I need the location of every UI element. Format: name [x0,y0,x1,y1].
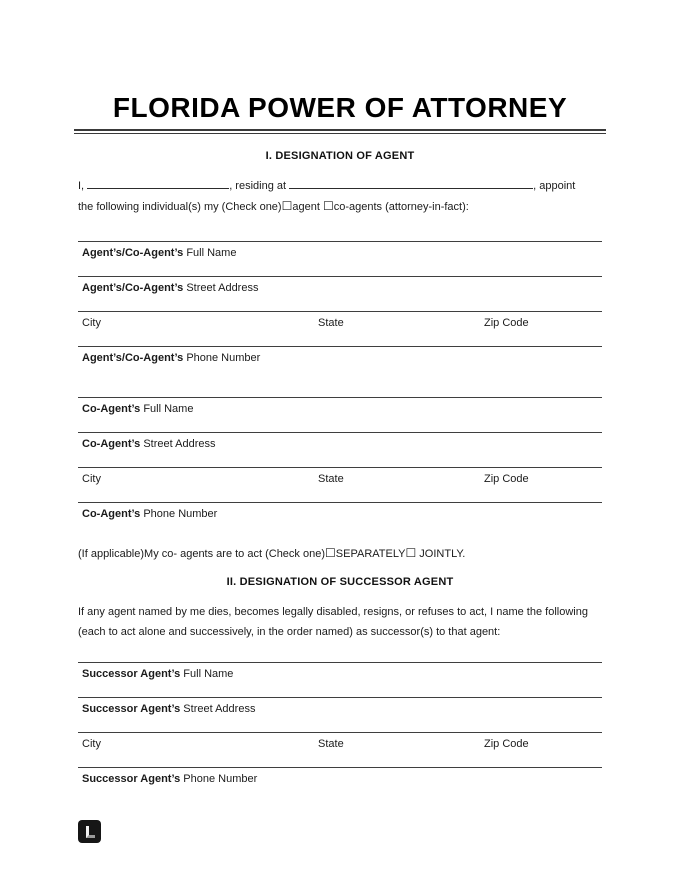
city-state-zip-labels [78,468,602,485]
field-coagent-street-address [78,432,602,467]
city-label: City [82,473,101,485]
field-label-rest: Street Address [186,282,259,294]
field-label [78,698,602,715]
state-label: State [318,317,344,329]
field-label [78,398,602,415]
field-agent-phone-number [78,346,602,381]
section1-heading: I. DESIGNATION OF AGENT [265,150,415,162]
intro-residing-text: , residing at [229,180,287,192]
document-title: FLORIDA POWER OF ATTORNEY [112,92,568,123]
field-label-bold: Co-Agent’s [82,438,141,450]
field-label-bold: Successor Agent’s [82,773,181,785]
separately-checkbox[interactable]: ☐ [325,546,336,560]
city-state-zip-labels [78,312,602,329]
field-label-bold: Co-Agent’s [82,403,141,415]
agent-checkbox[interactable]: ☐ [281,199,293,213]
field-label-bold: Successor Agent’s [82,703,181,715]
intro-paragraph [78,176,602,217]
field-label [78,347,602,364]
field-label [78,433,602,450]
successor-fields-group [78,662,602,802]
separately-option-label: SEPARATELY [335,548,406,560]
title-divider [74,129,606,134]
zip-code-label: Zip Code [484,317,529,329]
successor-paragraph [78,602,602,642]
field-successor-city-state-zip [78,732,602,767]
field-agent-street-address [78,276,602,311]
field-label-rest: Phone Number [186,352,261,364]
co-agent-fields-group [78,397,602,537]
section2-heading: II. DESIGNATION OF SUCCESSOR AGENT [226,576,454,588]
field-label [78,663,602,680]
field-coagent-phone-number [78,502,602,537]
field-label [78,277,602,294]
state-label: State [318,473,344,485]
jointly-checkbox[interactable]: ☐ [405,546,417,560]
city-label: City [82,738,101,750]
field-agent-full-name [78,241,602,276]
intro-line2-text: the following individual(s) my (Check one) [78,201,282,213]
field-agent-city-state-zip [78,311,602,346]
field-label [78,768,602,785]
field-label-rest: Phone Number [183,773,258,785]
co-agents-act-line [78,546,602,561]
co-agents-checkbox[interactable]: ☐ [322,199,334,213]
field-successor-phone-number [78,767,602,802]
field-successor-full-name [78,662,602,697]
field-label-bold: Agent’s/Co-Agent’s [82,352,184,364]
intro-lead-text: I, [78,180,85,192]
city-label: City [82,317,101,329]
jointly-option-label: JOINTLY. [416,548,466,560]
field-label [78,242,602,259]
legaltemplates-l-icon [86,826,95,838]
field-label-bold: Agent’s/Co-Agent’s [82,247,184,259]
intro-appoint-text: , appoint [533,180,576,192]
state-label: State [318,738,344,750]
field-label-rest: Street Address [183,703,256,715]
field-label-rest: Full Name [183,668,234,680]
legaltemplates-logo [78,820,101,843]
field-coagent-city-state-zip [78,467,602,502]
co-agents-act-text: (If applicable)My co- agents are to act (Check one) [78,548,326,560]
field-label-rest: Full Name [143,403,194,415]
field-label-bold: Successor Agent’s [82,668,181,680]
field-label [78,503,602,520]
field-label-bold: Agent’s/Co-Agent’s [82,282,184,294]
successor-paragraph-line1: If any agent named by me dies, becomes legally disabled, resigns, or refuses to act, I name the following [78,606,588,618]
principal-residence-blank[interactable] [289,179,533,189]
field-label-rest: Phone Number [143,508,218,520]
successor-paragraph-line2: (each to act alone and successively, in the order named) as successor(s) to that agent: [78,626,501,638]
city-state-zip-labels [78,733,602,750]
zip-code-label: Zip Code [484,738,529,750]
field-label-rest: Full Name [186,247,237,259]
field-label-rest: Street Address [143,438,216,450]
zip-code-label: Zip Code [484,473,529,485]
field-label-bold: Co-Agent’s [82,508,141,520]
co-agents-option-label: co-agents (attorney-in-fact): [333,201,469,213]
principal-name-blank[interactable] [87,179,229,189]
agent-option-label: agent [292,201,320,213]
field-coagent-full-name [78,397,602,432]
field-successor-street-address [78,697,602,732]
agent-fields-group [78,241,602,381]
